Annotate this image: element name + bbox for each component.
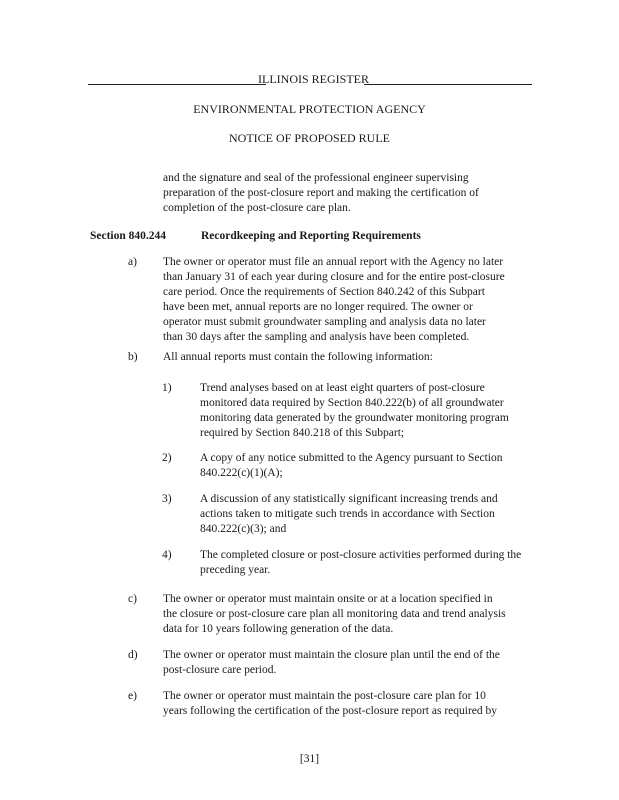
header-rule-left xyxy=(88,84,266,85)
subitem-label: 4) xyxy=(162,549,172,561)
subitem-label: 1) xyxy=(162,382,172,394)
item-b-text: All annual reports must contain the following information: xyxy=(163,351,433,363)
item-b-label: b) xyxy=(128,351,138,363)
section-number: Section 840.244 xyxy=(90,230,167,242)
item-d-label: d) xyxy=(128,649,138,661)
agency-title: ENVIRONMENTAL PROTECTION AGENCY xyxy=(193,102,426,116)
notice-title: NOTICE OF PROPOSED RULE xyxy=(228,131,390,145)
item-e-label: e) xyxy=(128,690,137,702)
item-a-text: The owner or operator must file an annual report with the Agency no later than January 31 of each year during closure and for the entire post-closure care period. Once the requirements of Section 840.242 of this Subpart have been met, annual reports are no longer required. The owner or operator must submit groundwater sampling and analysis data no later than 30 days after the sampling and analysis have been completed. xyxy=(163,256,505,343)
item-c-label: c) xyxy=(128,593,137,605)
subitem-text: A discussion of any statistically significant increasing trends and actions taken to mitigate such trends in accordance with Section 840.222(c)(3); and xyxy=(200,493,498,535)
subitem-text: A copy of any notice submitted to the Agency pursuant to Section 840.222(c)(1)(A); xyxy=(200,452,503,479)
continuation-paragraph: and the signature and seal of the professional engineer supervising preparation of the post-closure report and making the certification of completion of the post-closure care plan. xyxy=(163,172,479,214)
page-number: [31] xyxy=(299,753,320,765)
header-rule-right xyxy=(364,84,532,85)
item-e-text: The owner or operator must maintain the post-closure care plan for 10 years following the certification of the post-closure report as required by xyxy=(163,690,498,717)
section-title: Recordkeeping and Reporting Requirements xyxy=(201,230,421,242)
subitem-text: The completed closure or post-closure activities performed during the preceding year. xyxy=(200,549,522,576)
item-d-text: The owner or operator must maintain the closure plan until the end of the post-closure care period. xyxy=(163,649,500,676)
subitem-label: 3) xyxy=(162,493,172,505)
subitem-label: 2) xyxy=(162,452,172,464)
register-title: ILLINOIS REGISTER xyxy=(258,72,369,86)
subitem-text: Trend analyses based on at least eight quarters of post-closure monitored data required by Section 840.222(b) of all groundwater monitoring data generated by the groundwater monitoring program required by Section 840.218 of this Subpart; xyxy=(200,382,509,439)
item-c-text: The owner or operator must maintain onsite or at a location specified in the closure or post-closure care plan all monitoring data and trend analysis data for 10 years following generation of the data. xyxy=(163,593,506,635)
item-a-label: a) xyxy=(128,256,137,268)
